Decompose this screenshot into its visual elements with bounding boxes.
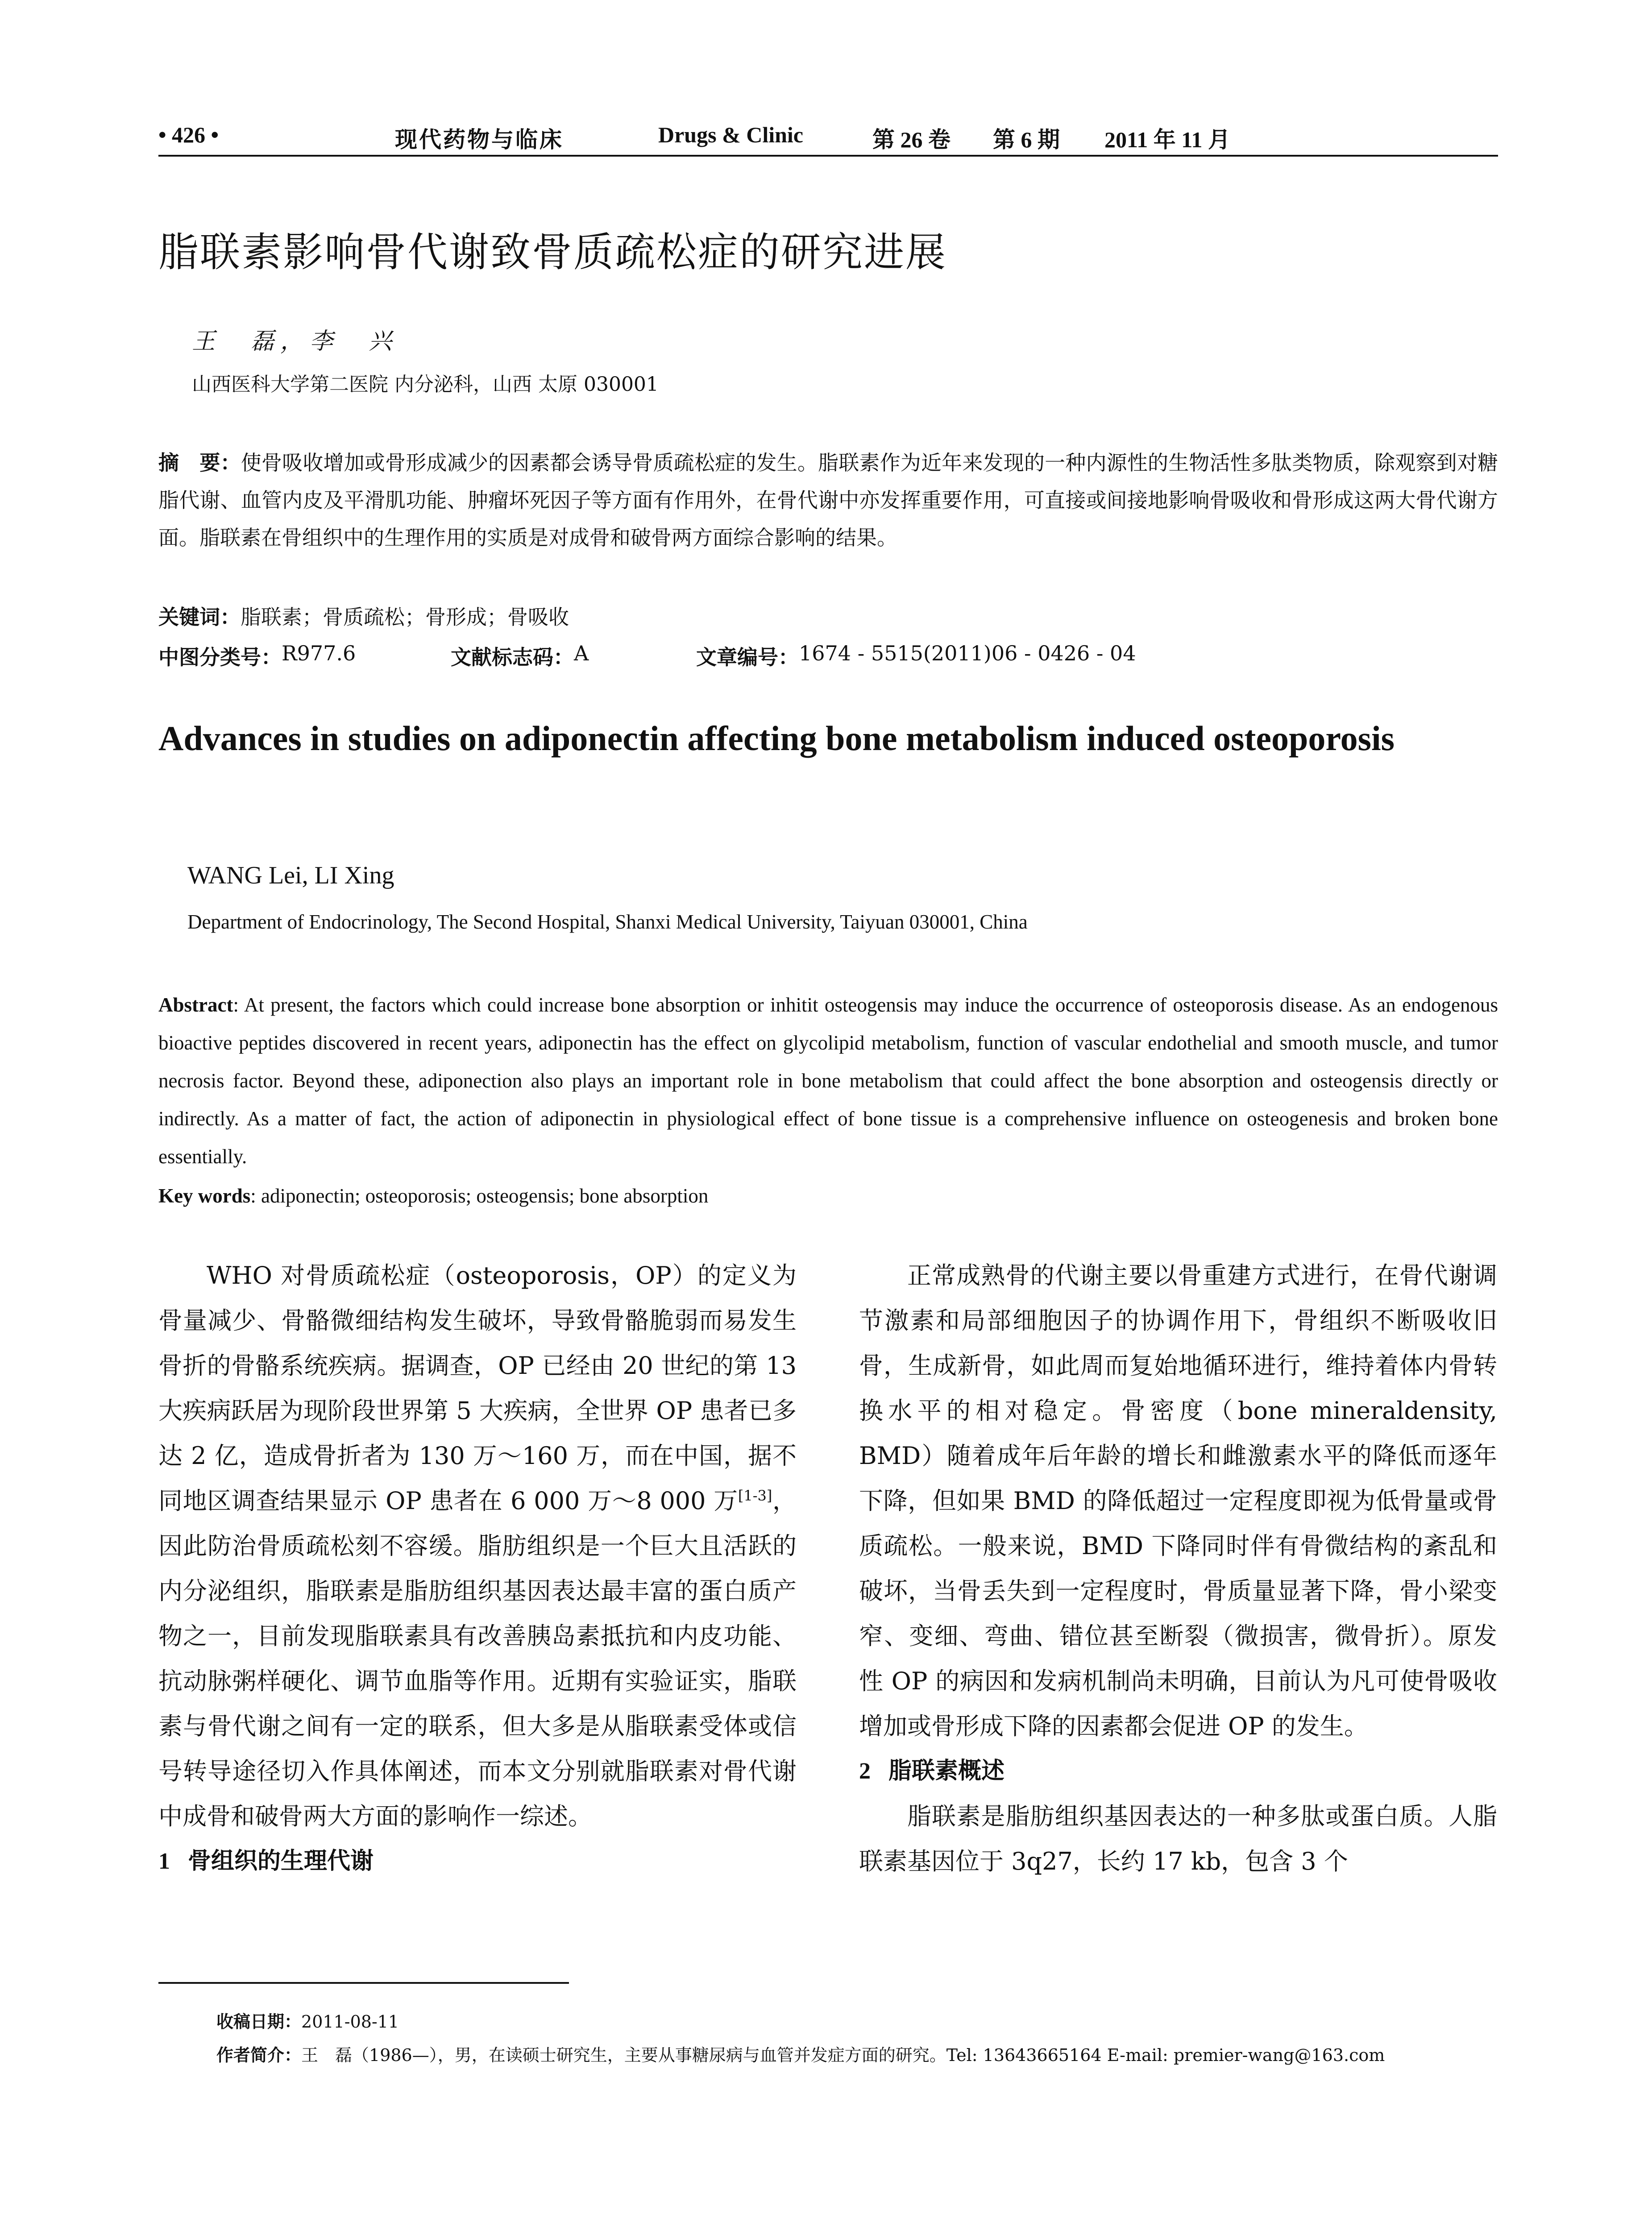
issue-date: 2011 年 11 月	[1104, 127, 1230, 152]
journal-name-en: Drugs & Clinic	[658, 122, 803, 147]
bone-metabolism-paragraph: 正常成熟骨的代谢主要以骨重建方式进行，在骨代谢调节激素和局部细胞因子的协调作用下，骨组织不断吸收旧骨，生成新骨，如此周而复始地循环进行，维持着体内骨转换水平的相对稳定。骨密度（bone mineraldensity, BMD）随着成年后年龄的增长和雌激素水平的降低而逐年下降，但如果 BMD 的降低超过一定程度即视为低骨量或骨质疏松。一般来说，BMD 下降同时伴有骨微结构的紊乱和破坏，当骨丢失到一定程度时，骨质量显著下降，骨小梁变窄、变细、弯曲、错位甚至断裂（微损害，微骨折）。原发性 OP 的病因和发病机制尚未明确，目前认为凡可使骨吸收增加或骨形成下降的因素都会促进 OP 的发生。	[859, 1261, 1497, 1740]
abstract-text-cn: 使骨吸收增加或骨形成减少的因素都会诱导骨质疏松症的发生。脂联素作为近年来发现的一种内源性的生物活性多肽类物质，除观察到对糖脂代谢、血管内皮及平滑肌功能、肿瘤坏死因子等方面有作用外，在骨代谢中亦发挥重要作用，可直接或间接地影响骨吸收和骨形成这两大骨代谢方面。脂联素在骨组织中的生理作用的实质是对成骨和破骨两方面综合影响的结果。	[158, 451, 1498, 550]
affiliation-en: Department of Endocrinology, The Second Hospital, Shanxi Medical University, Taiyuan 030001, China	[187, 911, 1028, 933]
authors-cn: 王 磊，李 兴	[192, 328, 398, 355]
author-bio: 作者简介：王 磊（1986—），男，在读硕士研究生，主要从事糖尿病与血管并发症方面的研究。Tel: 13643665164 E-mail: premier-wang@163.com	[216, 2045, 1385, 2065]
intro-paragraph: WHO 对骨质疏松症（osteoporosis，OP）的定义为骨量减少、骨骼微细结构发生破坏，导致骨骼脆弱而易发生骨折的骨骼系统疾病。据调查，OP 已经由 20 世纪的第 13 大疾病跃居为现阶段世界第 5 大疾病，全世界 OP 患者已多达 2 亿，造成骨折者为 130 万～160 万，而在中国，据不同地区调查结果显示 OP 患者在 6 000 万～8 000 万[1-3]，因此防治骨质疏松刻不容缓。脂肪组织是一个巨大且活跃的内分泌组织，脂联素是脂肪组织基因表达最丰富的蛋白质产物之一，目前发现脂联素具有改善胰岛素抵抗和内皮功能、抗动脉粥样硬化、调节血脂等作用。近期有实验证实，脂联素与骨代谢之间有一定的联系，但大多是从脂联素受体或信号转导途径切入作具体阐述，而本文分别就脂联素对骨代谢中成骨和破骨两大方面的影响作一综述。	[158, 1261, 797, 1830]
keywords-cn	[158, 601, 569, 630]
section-heading-1: 1 骨组织的生理代谢	[158, 1848, 374, 1874]
keywords-text-cn: 脂联素；骨质疏松；骨形成；骨吸收	[241, 605, 569, 629]
title-cn: 脂联素影响骨代谢致骨质疏松症的研究进展	[158, 229, 947, 276]
title-en: Advances in studies on adiponectin affecting bone metabolism induced osteoporosis	[158, 719, 1395, 758]
keywords-en	[158, 1184, 708, 1207]
clc-number: 中图分类号： R977.6	[158, 641, 356, 669]
running-header	[158, 118, 1498, 157]
keywords-label-cn: 关键词：	[158, 605, 241, 629]
journal-name-cn: 现代药物与临床	[395, 127, 564, 152]
abstract-label-en: Abstract	[158, 994, 233, 1016]
document-code: 文献标志码： A	[451, 641, 589, 669]
article-number: 文章编号： 1674 - 5515(2011)06 - 0426 - 04	[696, 641, 1136, 669]
authors-en: WANG Lei, LI Xing	[187, 862, 394, 889]
footnote-divider	[158, 1982, 569, 1984]
abstract-text-en: : At present, the factors which could increase bone absorption or inhitit osteogensis may induce the occurrence of osteoporosis disease. As an endogenous bioactive peptides discovered in recent years, adiponectin has the effect on glycolipid metabolism, function of vascular endothelial and smooth muscle, and tumor necrosis factor. Beyond these, adiponection also plays an important role in bone metabolism that could affect the bone absorption and osteogensis directly or indirectly. As a matter of fact, the action of adiponectin in physiological effect of bone tissue is a comprehensive influence on osteogenesis and broken bone essentially.	[158, 994, 1498, 1168]
keywords-text-en: : adiponectin; osteoporosis; osteogensis; bone absorption	[250, 1185, 709, 1207]
abstract-label-cn: 摘 要：	[158, 451, 241, 475]
abstract-en	[158, 986, 1498, 1176]
adiponectin-paragraph: 脂联素是脂肪组织基因表达的一种多肽或蛋白质。人脂联素基因位于 3q27，长约 17 kb，包含 3 个	[859, 1802, 1497, 1875]
volume: 第 26 卷	[872, 127, 951, 152]
body-column-left	[158, 1253, 797, 1884]
keywords-label-en: Key words	[158, 1185, 251, 1207]
received-date: 收稿日期：2011-08-11	[216, 2012, 399, 2032]
issue: 第 6 期	[993, 127, 1060, 152]
abstract-cn	[158, 444, 1498, 556]
citation: [1-3]	[738, 1487, 772, 1504]
section-heading-2: 2 脂联素概述	[859, 1758, 1005, 1784]
affiliation-cn: 山西医科大学第二医院 内分泌科，山西 太原 030001	[192, 373, 659, 396]
page-number: • 426 •	[158, 122, 219, 147]
body-column-right	[859, 1253, 1497, 1884]
